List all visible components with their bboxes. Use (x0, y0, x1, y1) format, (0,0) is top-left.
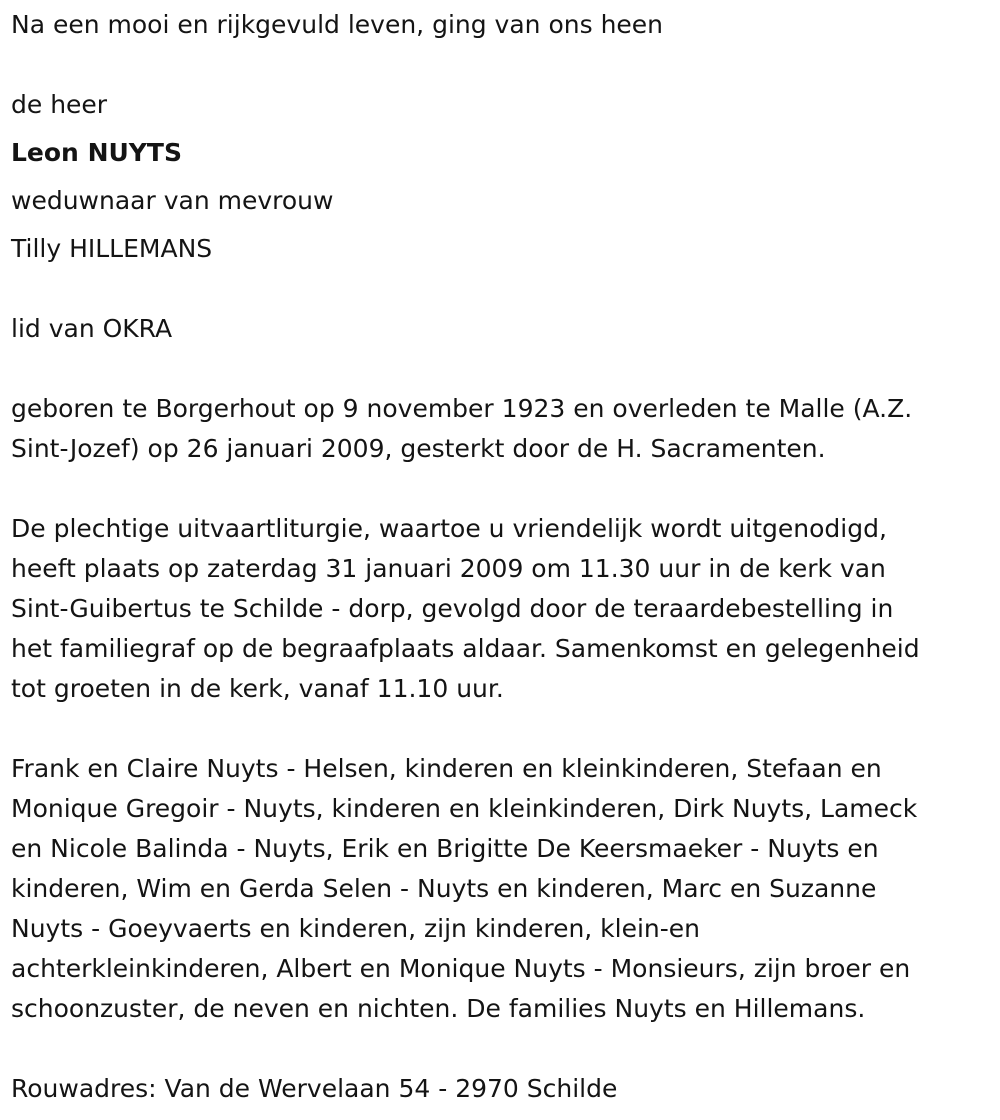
family-line: Nuyts - Goeyvaerts en kinderen, zijn kinderen, klein-en (11, 914, 701, 943)
spacer (11, 709, 991, 749)
membership-text: lid van OKRA (11, 314, 173, 343)
family-line: en Nicole Balinda - Nuyts, Erik en Brigitte De Keersmaeker - Nuyts en (11, 834, 879, 863)
title-prefix: de heer (11, 90, 108, 119)
spacer (11, 45, 991, 85)
ceremony-paragraph (11, 509, 991, 709)
family-line: achterkleinkinderen, Albert en Monique Nuyts - Monsieurs, zijn broer en (11, 954, 911, 983)
birth-death-paragraph (11, 389, 991, 469)
family-line: Frank en Claire Nuyts - Helsen, kinderen en kleinkinderen, Stefaan en (11, 754, 882, 783)
spacer (11, 349, 991, 389)
spouse-name: Tilly HILLEMANS (11, 234, 213, 263)
obituary-notice (11, 5, 991, 1109)
ceremony-line: De plechtige uitvaartliturgie, waartoe u vriendelijk wordt uitgenodigd, (11, 514, 887, 543)
intro-text: Na een mooi en rijkgevuld leven, ging van ons heen (11, 10, 664, 39)
ceremony-line: het familiegraf op de begraafplaats aldaar. Samenkomst en gelegenheid (11, 634, 920, 663)
ceremony-line: heeft plaats op zaterdag 31 januari 2009 om 11.30 uur in de kerk van (11, 554, 886, 583)
ceremony-line: Sint-Guibertus te Schilde - dorp, gevolgd door de teraardebestelling in (11, 594, 894, 623)
spacer (11, 1029, 991, 1069)
deceased-name: Leon NUYTS (11, 138, 182, 167)
mourning-address: Rouwadres: Van de Wervelaan 54 - 2970 Schilde (11, 1074, 618, 1103)
ceremony-line: tot groeten in de kerk, vanaf 11.10 uur. (11, 674, 504, 703)
family-paragraph (11, 749, 991, 1029)
family-line: schoonzuster, de neven en nichten. De families Nuyts en Hillemans. (11, 994, 866, 1023)
spacer (11, 269, 991, 309)
birth-death-line: Sint-Jozef) op 26 januari 2009, gesterkt door de H. Sacramenten. (11, 434, 826, 463)
birth-death-line: geboren te Borgerhout op 9 november 1923 en overleden te Malle (A.Z. (11, 394, 913, 423)
family-line: kinderen, Wim en Gerda Selen - Nuyts en kinderen, Marc en Suzanne (11, 874, 877, 903)
widower-of-text: weduwnaar van mevrouw (11, 186, 334, 215)
spacer (11, 469, 991, 509)
family-line: Monique Gregoir - Nuyts, kinderen en kleinkinderen, Dirk Nuyts, Lameck (11, 794, 918, 823)
